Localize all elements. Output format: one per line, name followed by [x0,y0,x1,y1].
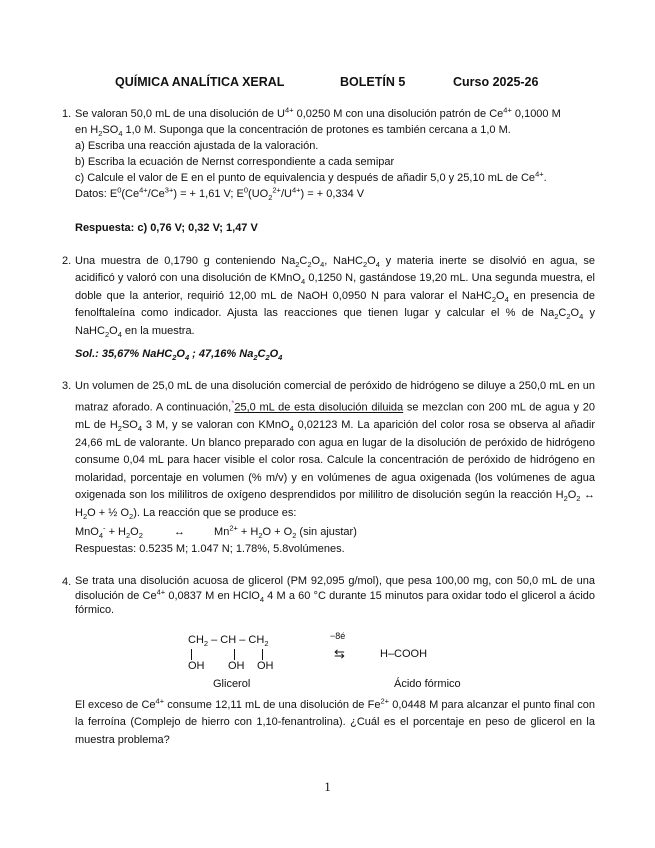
course-year: Curso 2025-26 [453,75,539,89]
question-3-text: Un volumen de 25,0 mL de una disolución comercial de peróxido de hidrógeno se diluye a 250,0 mL en un matraz aforado. A continuación,*25,0 mL de esta disolución diluida se mezclan con 200 mL de agua y 20 mL de $H_2SO_4$ 3 M, y se valoran con KMnO$_4$ 0,02123 M. La aparición del color rosa se observa al añadir 24,66 mL de valorante. Un blanco preparado con agua en lugar de la disolución de peróxido de hidrógeno consume 0,04 mL para hacer visible el color rosa. Calcule la concentración de peróxido de hidrógeno en molaridad, porcentaje en volumen (% m/v) y en volúmenes de agua oxigenada (los volúmenes de agua oxigenada son los mililitros de oxígeno desprendidos por mililitro de disolución según la reacción $H_2O_2$ ↔ $H_2O$ + ½ $O_2$). La reacción que se produce es: [75,380,596,521]
bulletin-label: BOLETÍN 5 [340,75,406,89]
question-2-number: 2. [62,255,72,267]
q1-line-2: en $H_2SO_4$ 1,0 M. Suponga que la concentración de protones es también cercana a 1,0 M. [75,124,511,139]
bond-line [191,649,192,660]
question-4-number: 4. [62,576,72,588]
page-number: 1 [324,779,331,794]
annotation-mark: * [231,399,235,409]
q1-data: Datos: $E^0(Ce^{4+}/Ce^{3+})$ = + 1,61 V; $E^0(UO_2^{2+}/U^{4+})$ = + 0,334 V [75,185,365,203]
q2-solution: Sol.: 35,67% $NaHC_2O_4$ ; 47,16% $Na_2C_2O_4$ [75,348,283,363]
q1-part-b: b) Escriba la ecuación de Nernst correspondiente a cada semipar [75,156,395,168]
question-1-number: 1. [62,108,72,120]
hydroxyl-2: OH [228,660,245,672]
equilibrium-arrow: ⇆ [334,646,345,661]
q1-line-1: Se valoran 50,0 mL de una disolución de $U^{4+}$ 0,0250 M con una disolución patrón de $Ce^{4+}$ 0,1000 M [75,105,561,120]
hydroxyl-1: OH [188,660,205,672]
bond-line [234,649,235,660]
q3-answer: Respuestas: 0.5235 M; 1.047 N; 1.78%, 5.8volúmenes. [75,543,345,555]
q1-part-c: c) Calcule el valor de E en el punto de equivalencia y después de añadir 5,0 y 25,10 mL de $Ce^{4+}$. [75,169,547,184]
glycerol-label: Glicerol [213,678,251,690]
formic-acid-formula: H–COOH [380,648,428,660]
course-title: QUÍMICA ANALÍTICA XERAL [115,75,285,89]
glycerol-chain: $CH_2$ – CH – $CH_2$ [188,634,269,649]
q3-reaction: $MnO_4^- + H_2O_2$ ↔ $Mn^{2+} + H_2O + O_2$ (sin ajustar) [75,523,357,541]
bond-line [262,649,263,660]
question-3-number: 3. [62,380,72,392]
question-4-text: Se trata una disolución acuosa de glicerol (PM 92,095 g/mol), que pesa 100,00 mg, con 50,0 mL de una disolución de $Ce^{4+}$ 0,0837 M en HClO$_4$ 4 M a 60 °C durante 15 minutos para oxidar todo el glicerol a ácido fórmico. [75,575,595,616]
reaction-arrow: ↔ [173,526,185,538]
question-2-text: Una muestra de 0,1790 g conteniendo $Na_2C_2O_4$, $NaHC_2O_4$ y materia inerte se disolvió en agua, se acidificó y valoró con una disolución de KMnO$_4$ 0,1250 N, gastándose 19,20 mL. Una segunda muestra, el doble que la anterior, requirió 12,00 mL de NaOH 0,0950 N para valorar el $NaHC_2O_4$ en presencia de fenolftaleína como indicador. Ajusta las reacciones que tienen lugar y calcular el % de $Na_2C_2O_4$ y $NaHC_2O_4$ en la muestra. [75,255,596,339]
electron-count: −8é [330,631,346,641]
hydroxyl-3: OH [257,660,274,672]
formic-acid-label: Ácido fórmico [394,678,461,690]
q1-answer: Respuesta: c) 0,76 V; 0,32 V; 1,47 V [75,222,258,234]
q1-part-a: a) Escriba una reacción ajustada de la valoración. [75,140,319,152]
question-4-continuation: El exceso de $Ce^{4+}$ consume 12,11 mL de una disolución de $Fe^{2+}$ 0,0448 M para alcanzar el punto final con la ferroína (Complejo de hierro con 1,10-fenantrolina). ¿Cuál es el porcentaje en peso de glicerol en la muestra problema? [75,696,596,746]
